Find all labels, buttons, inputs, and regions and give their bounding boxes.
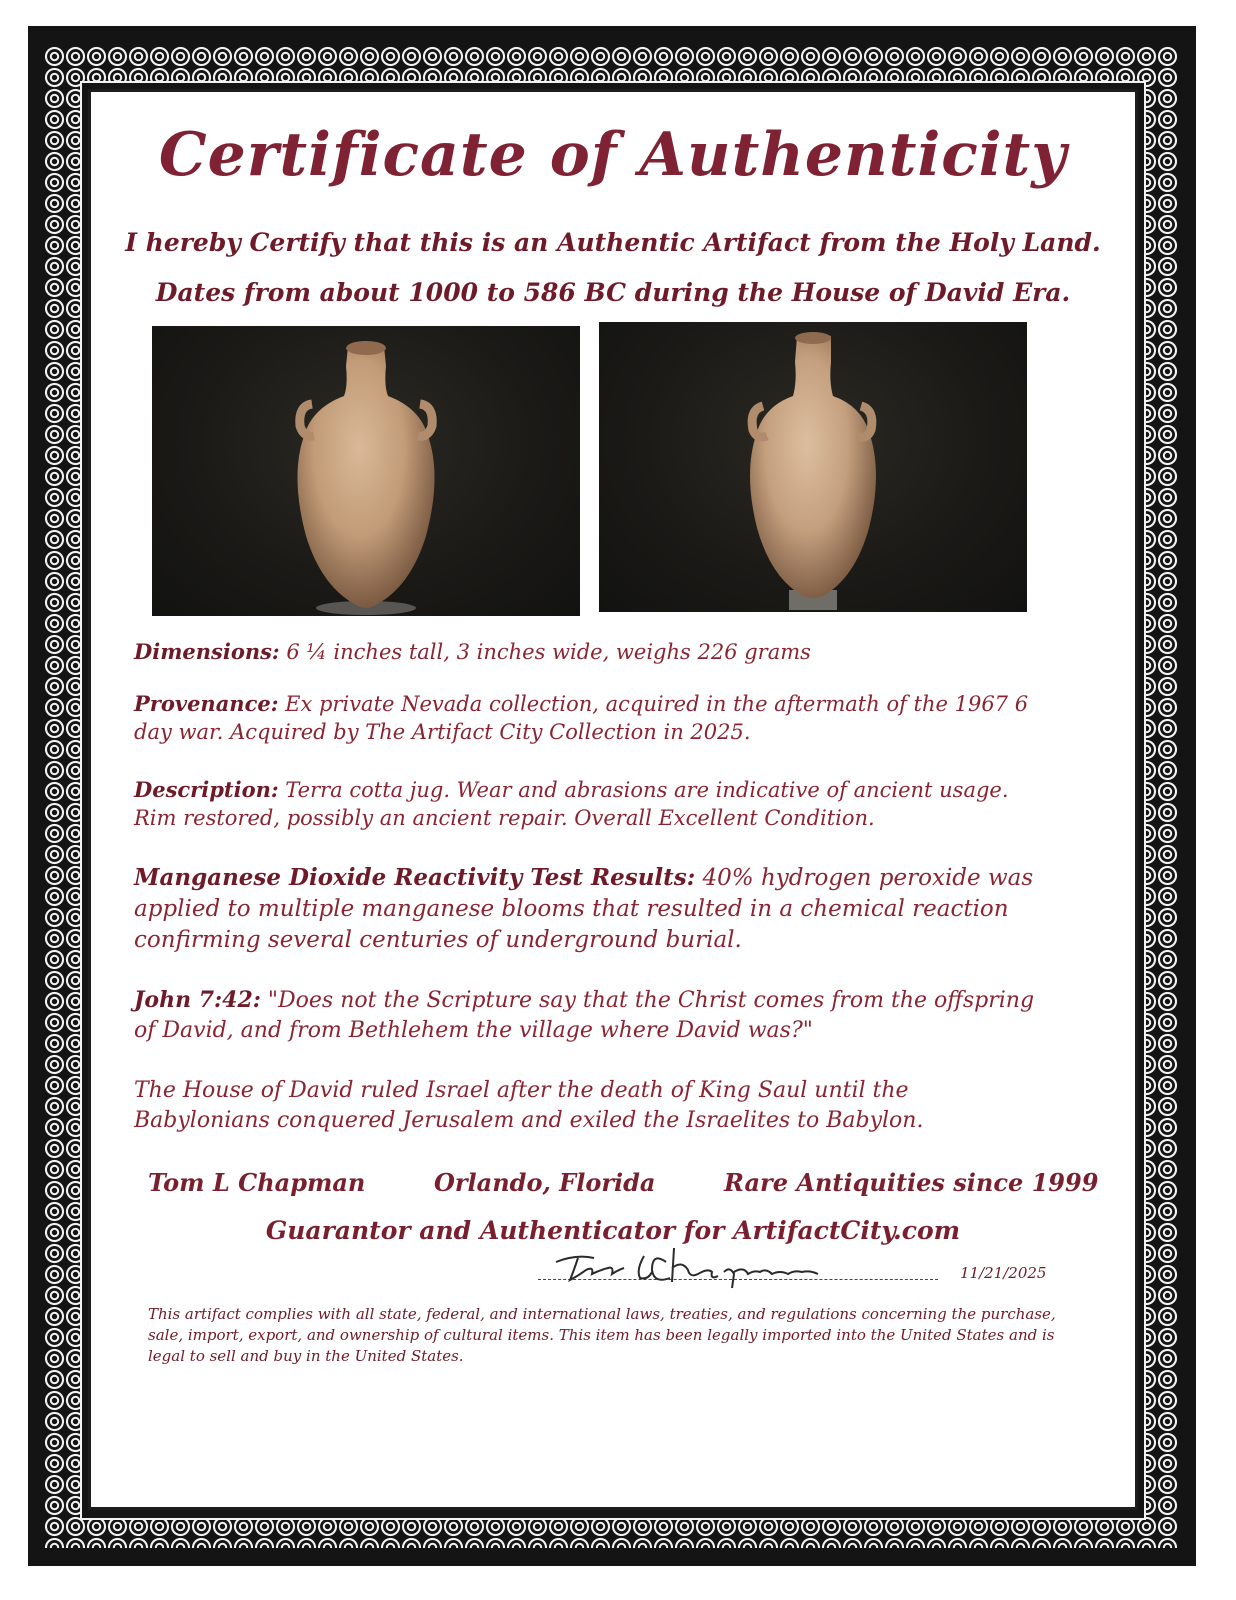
signer-name: Tom L Chapman: [148, 1168, 366, 1197]
jug-photo-side-icon: [599, 322, 1027, 612]
house-of-david-paragraph: The House of David ruled Israel after the death of King Saul until the Babylonians conquered Jerusalem and exiled the Israelites to Babylon.: [134, 1078, 924, 1133]
guarantor-line: Guarantor and Authenticator for ArtifactCity.com: [265, 1216, 961, 1245]
artifact-photo-front: [152, 326, 580, 616]
manganese-text: 40% hydrogen peroxide was applied to multiple manganese blooms that resulted in a chemical reaction confirming several centuries of underground burial.: [134, 865, 1034, 954]
provenance-text: Ex private Nevada collection, acquired in the aftermath of the 1967 6 day war. Acquired by The Artifact City Collection in 2025.: [134, 692, 1029, 745]
description-text: Terra cotta jug. Wear and abrasions are indicative of ancient usage. Rim restored, possibly an ancient repair. Overall Excellent Condition.: [134, 778, 1009, 831]
artifact-photo-side: [599, 322, 1027, 612]
certify-line: I hereby Certify that this is an Authentic Artifact from the Holy Land.: [125, 228, 1101, 257]
provenance-paragraph: [134, 690, 1034, 747]
signature-date: 11/21/2025: [960, 1264, 1047, 1282]
john-label: John 7:42:: [134, 987, 261, 1013]
dimensions-text: 6 ¼ inches tall, 3 inches wide, weighs 226 grams: [279, 640, 811, 664]
provenance-label: Provenance:: [134, 691, 279, 716]
john-text: "Does not the Scripture say that the Christ comes from the offspring of David, and from Bethlehem the village where David was?": [134, 988, 1035, 1043]
john-paragraph: [134, 986, 1054, 1045]
description-label: Description:: [134, 777, 279, 802]
jug-photo-front-icon: [152, 326, 580, 616]
handwritten-signature-icon: [548, 1240, 848, 1290]
manganese-label: Manganese Dioxide Reactivity Test Results:: [134, 864, 696, 891]
dimensions-paragraph: [134, 638, 1094, 666]
signer-location: Orlando, Florida: [434, 1168, 656, 1197]
legal-fineprint: This artifact complies with all state, federal, and international laws, treaties, and regulations concerning the purchase, sale, import, export, and ownership of cultural items. This item has been legally imported into the United States and is legal to sell and buy in the United States.: [148, 1305, 1056, 1365]
dimensions-label: Dimensions:: [134, 639, 280, 664]
description-paragraph: [134, 776, 1034, 833]
manganese-paragraph: [134, 862, 1064, 956]
certificate-title: Certificate of Authenticity: [158, 120, 1068, 190]
dates-line: Dates from about 1000 to 586 BC during the House of David Era.: [155, 278, 1071, 307]
signer-since: Rare Antiquities since 1999: [724, 1168, 1099, 1197]
